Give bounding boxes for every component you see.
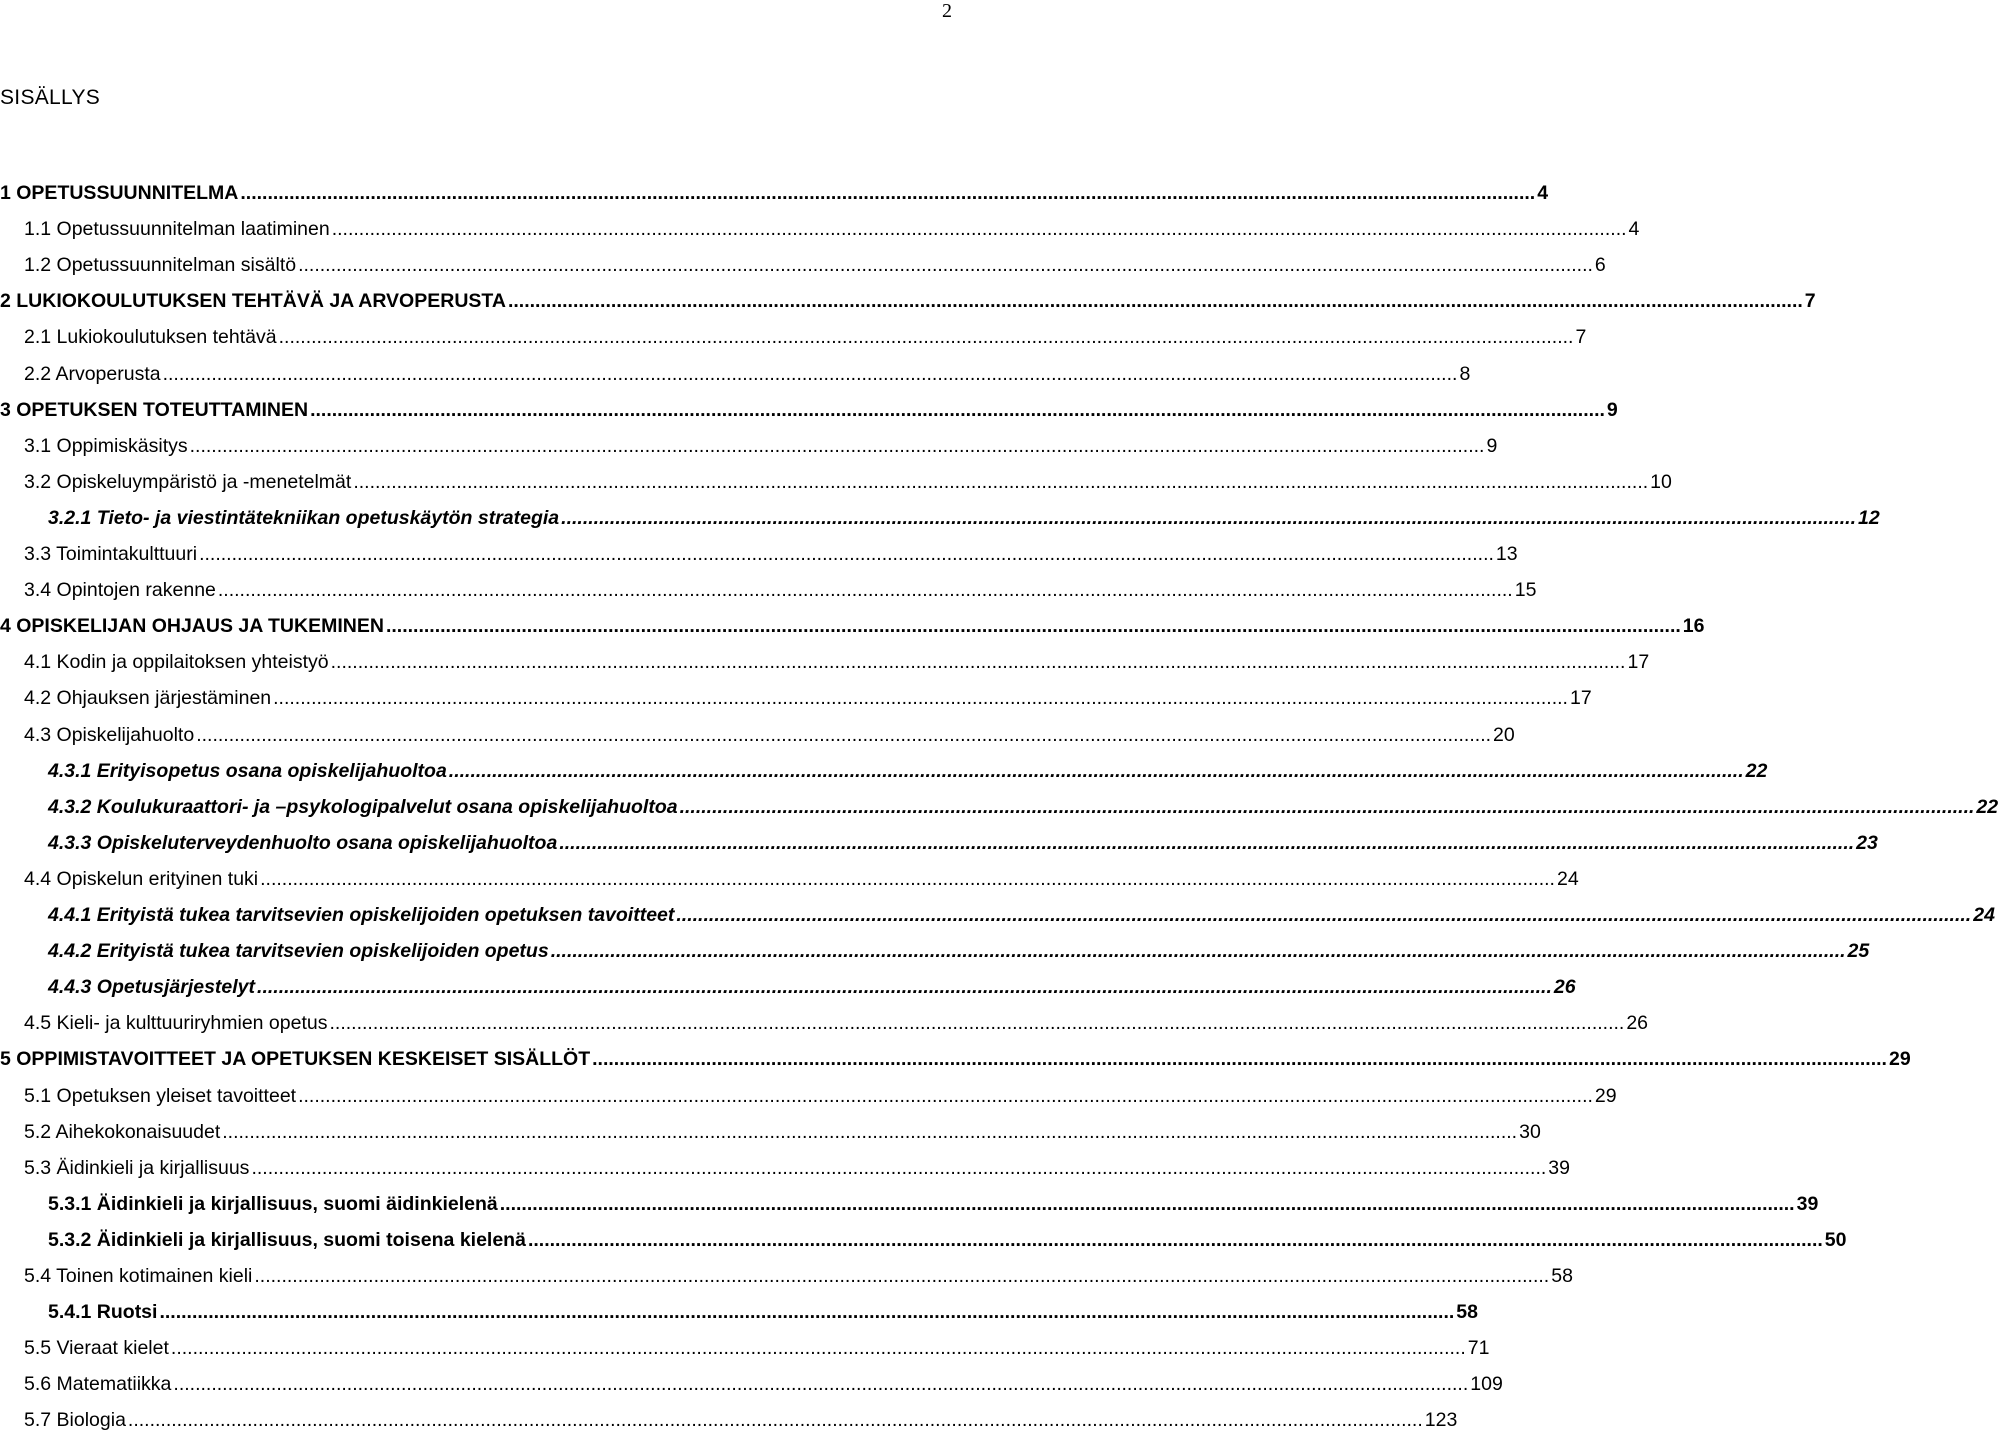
toc-entry[interactable] xyxy=(0,608,1705,638)
toc-dot-leader xyxy=(222,1120,1517,1144)
toc-entry[interactable] xyxy=(0,500,1880,530)
toc-entry-title: 5.5 Vieraat kielet xyxy=(24,1337,169,1360)
toc-dot-leader xyxy=(592,1047,1887,1071)
toc-entry-title: 4.3 Opiskelijahuolto xyxy=(24,723,195,746)
toc-entry-page: 9 xyxy=(1486,434,1498,457)
toc-entry-page: 58 xyxy=(1551,1265,1573,1287)
page-number: 2 xyxy=(942,0,952,22)
toc-dot-leader xyxy=(171,1336,1466,1360)
toc-dot-leader xyxy=(173,1372,1468,1396)
toc-dot-leader xyxy=(449,759,1744,783)
toc-entry-title: 4.5 Kieli- ja kulttuuriryhmien opetus xyxy=(24,1012,328,1035)
toc-entry-page: 23 xyxy=(1856,831,1878,854)
toc-entry-title: 4.4.1 Erityistä tukea tarvitsevien opiskelijoiden opetuksen tavoitteet xyxy=(48,904,675,926)
toc-entry[interactable] xyxy=(0,933,1870,963)
toc-entry[interactable] xyxy=(0,1366,1503,1396)
toc-entry[interactable] xyxy=(0,356,1471,386)
toc-entry-title: 3 OPETUKSEN TOTEUTTAMINEN xyxy=(0,398,309,421)
toc-entry-title: 5 OPPIMISTAVOITTEET JA OPETUKSEN KESKEISET SISÄLLÖT xyxy=(0,1048,591,1071)
toc-entry-page: 15 xyxy=(1514,579,1537,602)
toc-dot-leader xyxy=(353,470,1648,494)
toc-entry-page: 29 xyxy=(1888,1048,1911,1071)
toc-entry[interactable] xyxy=(0,175,1549,205)
toc-dot-leader xyxy=(559,831,1854,855)
toc-entry-page: 7 xyxy=(1575,326,1587,349)
toc-dot-leader xyxy=(273,686,1568,710)
toc-entry-title: 2.1 Lukiokoulutuksen tehtävä xyxy=(24,326,277,349)
toc-entry[interactable] xyxy=(0,1222,1847,1252)
toc-entry-page: 13 xyxy=(1495,543,1518,565)
toc-entry[interactable] xyxy=(0,1186,1819,1216)
toc-entry[interactable] xyxy=(0,319,1587,349)
toc-entry[interactable] xyxy=(0,753,1768,783)
toc-entry[interactable] xyxy=(0,861,1579,891)
toc-entry-page: 39 xyxy=(1548,1156,1570,1179)
toc-entry-page: 22 xyxy=(1976,795,1999,818)
toc-entry-title: 3.2.1 Tieto- ja viestintätekniikan opetuskäytön strategia xyxy=(48,506,560,529)
toc-entry-title: 5.7 Biologia xyxy=(24,1409,126,1432)
toc-entry-title: 2.2 Arvoperusta xyxy=(24,362,161,385)
toc-entry-title: 3.1 Oppimiskäsitys xyxy=(24,434,188,457)
toc-entry[interactable] xyxy=(0,428,1498,458)
toc-entry[interactable] xyxy=(0,1005,1649,1035)
toc-entry-page: 29 xyxy=(1594,1084,1617,1107)
toc-entry[interactable] xyxy=(0,897,1995,927)
toc-entry-title: 4.3.3 Opiskeluterveydenhuolto osana opiskelijahuoltoa xyxy=(48,831,558,854)
toc-entry-page: 26 xyxy=(1626,1012,1649,1035)
toc-entry-title: 4.3.2 Koulukuraattori- ja –psykologipalvelut osana opiskelijahuoltoa xyxy=(48,795,678,818)
toc-entry-title: 3.2 Opiskeluympäristö ja -menetelmät xyxy=(24,470,352,493)
toc-entry[interactable] xyxy=(0,1330,1490,1360)
toc-entry-page: 30 xyxy=(1519,1120,1541,1143)
toc-dot-leader xyxy=(298,1084,1593,1108)
toc-entry-page: 58 xyxy=(1456,1301,1478,1324)
toc-entry[interactable] xyxy=(0,825,1878,855)
toc-entry-page: 39 xyxy=(1796,1192,1819,1215)
toc-entry-title: 5.3 Äidinkieli ja kirjallisuus xyxy=(24,1156,250,1179)
toc-dot-leader xyxy=(310,398,1605,422)
toc-entry[interactable] xyxy=(0,1294,1478,1324)
toc-entry[interactable] xyxy=(0,969,1576,999)
toc-entry-page: 4 xyxy=(1537,182,1549,204)
toc-entry[interactable] xyxy=(0,717,1515,747)
toc-entry-title: 4.1 Kodin ja oppilaitoksen yhteistyö xyxy=(24,651,329,674)
toc-entry-page: 17 xyxy=(1569,687,1592,710)
toc-dot-leader xyxy=(163,362,1458,386)
toc-entry-page: 7 xyxy=(1804,290,1816,313)
toc-entry-page: 24 xyxy=(1556,867,1579,890)
toc-entry-title: 4.4 Opiskelun erityinen tuki xyxy=(24,867,259,890)
toc-entry-title: 4.2 Ohjauksen järjestäminen xyxy=(24,687,272,710)
toc-entry-page: 123 xyxy=(1424,1409,1458,1432)
toc-entry-page: 24 xyxy=(1973,904,1995,926)
toc-entry[interactable] xyxy=(0,247,1606,277)
toc-entry[interactable] xyxy=(0,1150,1570,1180)
toc-entry-title: 1.2 Opetussuunnitelman sisältö xyxy=(24,254,297,277)
toc-dot-leader xyxy=(240,181,1535,205)
toc-dot-leader xyxy=(528,1228,1823,1252)
toc-entry-title: 5.2 Aihekokonaisuudet xyxy=(24,1120,221,1143)
toc-entry[interactable] xyxy=(0,392,1618,422)
toc-dot-leader xyxy=(251,1156,1546,1180)
toc-entry-page: 50 xyxy=(1824,1228,1847,1251)
toc-dot-leader xyxy=(331,650,1626,674)
toc-entry[interactable] xyxy=(0,1078,1617,1108)
toc-entry-page: 22 xyxy=(1745,759,1768,782)
toc-entry[interactable] xyxy=(0,1402,1458,1432)
toc-entry-title: 5.3.2 Äidinkieli ja kirjallisuus, suomi toisena kielenä xyxy=(48,1228,526,1251)
toc-entry-title: 4.4.2 Erityistä tukea tarvitsevien opiskelijoiden opetus xyxy=(48,940,549,963)
toc-entry-page: 17 xyxy=(1627,651,1650,674)
toc-entry-page: 12 xyxy=(1858,506,1880,529)
toc-heading: SISÄLLYS xyxy=(0,86,101,109)
toc-dot-leader xyxy=(561,506,1856,530)
toc-entry-page: 16 xyxy=(1682,615,1705,638)
toc-entry[interactable] xyxy=(0,789,1999,819)
toc-entry-title: 5.1 Opetuksen yleiset tavoitteet xyxy=(24,1084,297,1107)
toc-dot-leader xyxy=(551,939,1846,963)
toc-entry[interactable] xyxy=(0,283,1816,313)
toc-entry[interactable] xyxy=(0,1114,1541,1144)
toc-entry-title: 1.1 Opetussuunnitelman laatiminen xyxy=(24,218,330,241)
toc-entry[interactable] xyxy=(0,1258,1573,1288)
toc-dot-leader xyxy=(508,289,1803,313)
toc-entry[interactable] xyxy=(0,1041,1911,1071)
toc-entry[interactable] xyxy=(0,644,1650,674)
toc-dot-leader xyxy=(128,1408,1423,1432)
toc-entry-title: 5.6 Matematiikka xyxy=(24,1373,172,1396)
toc-dot-leader xyxy=(298,253,1593,277)
toc-entry-page: 10 xyxy=(1650,470,1672,493)
toc-entry[interactable] xyxy=(0,572,1537,602)
toc-entry-page: 6 xyxy=(1594,254,1606,277)
toc-dot-leader xyxy=(257,975,1552,999)
toc-entry-title: 4.4.3 Opetusjärjestelyt xyxy=(48,976,256,999)
toc-entry-page: 26 xyxy=(1553,976,1576,999)
toc-entry-page: 20 xyxy=(1493,723,1515,746)
toc-entry-page: 4 xyxy=(1628,218,1640,241)
toc-entry[interactable] xyxy=(0,211,1640,241)
toc-entry-page: 109 xyxy=(1470,1373,1503,1396)
toc-entry-page: 25 xyxy=(1847,940,1870,963)
toc-entry-page: 9 xyxy=(1606,398,1618,421)
toc-dot-leader xyxy=(676,903,1971,927)
toc-entry-title: 2 LUKIOKOULUTUKSEN TEHTÄVÄ JA ARVOPERUSTA xyxy=(0,290,506,313)
toc-dot-leader xyxy=(500,1192,1795,1216)
toc-entry-page: 8 xyxy=(1459,362,1471,385)
toc-entry-title: 3.4 Opintojen rakenne xyxy=(24,579,216,602)
toc-dot-leader xyxy=(332,217,1627,241)
toc-entry-title: 5.3.1 Äidinkieli ja kirjallisuus, suomi äidinkielenä xyxy=(48,1192,498,1215)
toc-entry-page: 71 xyxy=(1467,1337,1490,1360)
toc-dot-leader xyxy=(386,614,1681,638)
toc-entry-title: 1 OPETUSSUUNNITELMA xyxy=(0,182,239,204)
toc-dot-leader xyxy=(190,434,1485,458)
toc-entry-title: 4.3.1 Erityisopetus osana opiskelijahuoltoa xyxy=(48,759,447,782)
toc-dot-leader xyxy=(159,1300,1454,1324)
toc-dot-leader xyxy=(279,325,1574,349)
toc-dot-leader xyxy=(218,578,1513,602)
toc-dot-leader xyxy=(260,867,1555,891)
toc-dot-leader xyxy=(680,795,1975,819)
toc-entry-title: 4 OPISKELIJAN OHJAUS JA TUKEMINEN xyxy=(0,615,384,638)
toc-entry[interactable] xyxy=(0,536,1518,566)
toc-entry[interactable] xyxy=(0,464,1672,494)
toc-entry-title: 5.4 Toinen kotimainen kieli xyxy=(24,1265,253,1287)
toc-entry-title: 3.3 Toimintakulttuuri xyxy=(24,543,198,565)
toc-dot-leader xyxy=(329,1011,1624,1035)
toc-dot-leader xyxy=(196,723,1491,747)
toc-entry-title: 5.4.1 Ruotsi xyxy=(48,1301,158,1324)
toc-entry[interactable] xyxy=(0,680,1592,710)
toc-dot-leader xyxy=(199,542,1494,566)
toc-dot-leader xyxy=(254,1264,1549,1288)
